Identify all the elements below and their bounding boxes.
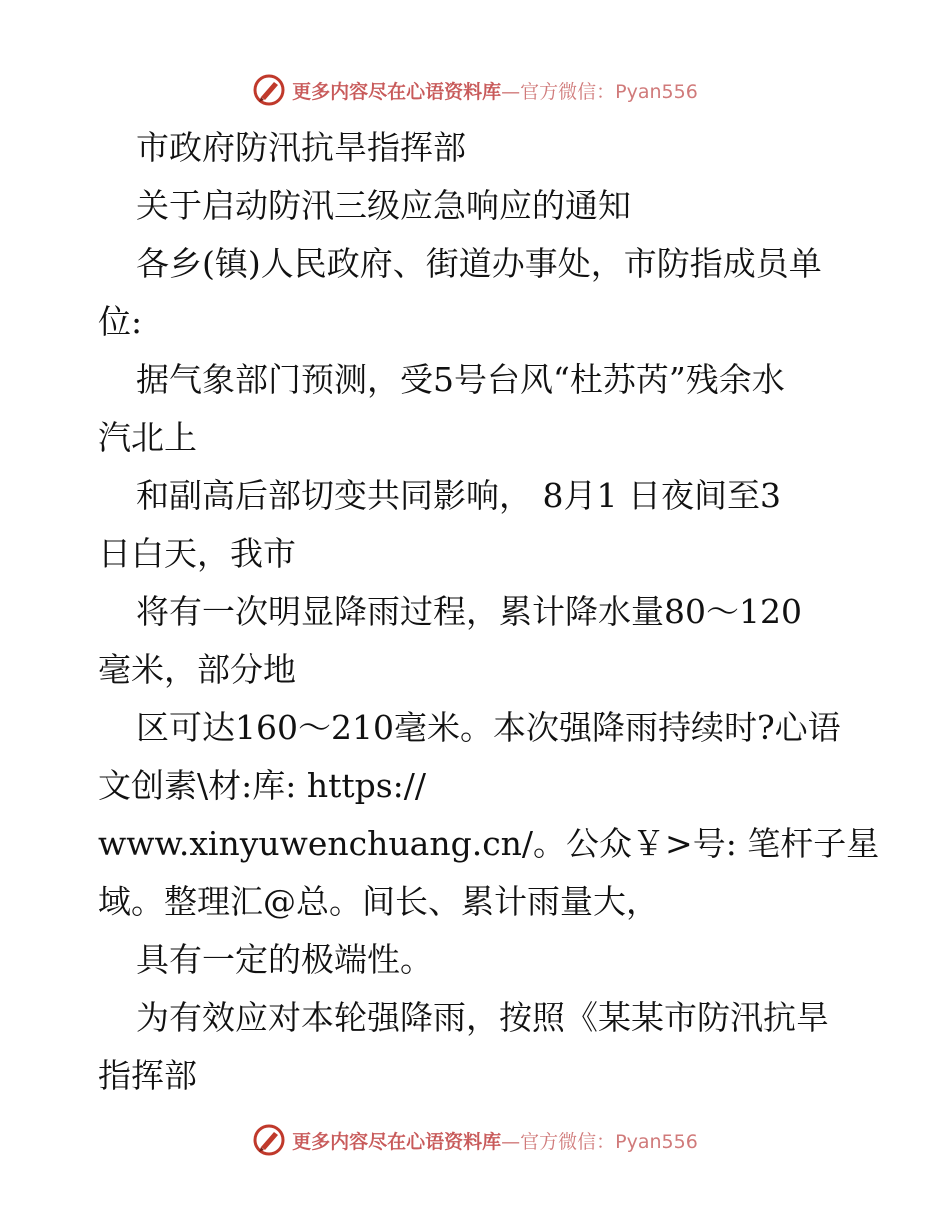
doc-paragraph-line: www.xinyuwenchuang.cn/。公众￥>号: 笔杆子星 bbox=[98, 824, 880, 863]
doc-paragraph-line: 具有一定的极端性。 bbox=[136, 940, 433, 979]
doc-paragraph-line: 域。整理汇@总。间长、累计雨量大， bbox=[98, 882, 659, 921]
header-banner bbox=[0, 70, 950, 110]
footer-banner bbox=[0, 1120, 950, 1160]
doc-recipients-cont: 位: bbox=[98, 302, 143, 341]
banner-text bbox=[292, 77, 698, 104]
doc-paragraph-line: 将有一次明显降雨过程，累计降水量80～120 bbox=[136, 592, 802, 631]
doc-paragraph-line: 据气象部门预测，受5号台风“杜苏芮”残余水 bbox=[136, 360, 785, 399]
doc-paragraph-line: 文创素\材:库: https:// bbox=[98, 766, 427, 805]
doc-paragraph-line: 日白天，我市 bbox=[98, 534, 296, 573]
banner-separator: — bbox=[501, 80, 521, 103]
banner-site-name: 更多内容尽在心语资料库 bbox=[292, 80, 502, 103]
doc-paragraph-line: 指挥部 bbox=[98, 1056, 197, 1095]
doc-title: 关于启动防汛三级应急响应的通知 bbox=[136, 186, 631, 225]
doc-paragraph-line: 和副高后部切变共同影响， 8月1 日夜间至3 bbox=[136, 476, 781, 515]
banner-wechat: 官方微信：Pyan556 bbox=[520, 1130, 698, 1153]
banner-site-name: 更多内容尽在心语资料库 bbox=[292, 1130, 502, 1153]
banner-wechat: 官方微信：Pyan556 bbox=[520, 80, 698, 103]
pen-logo-icon bbox=[252, 1123, 286, 1157]
banner-text bbox=[292, 1127, 698, 1154]
doc-recipients: 各乡(镇)人民政府、街道办事处，市防指成员单 bbox=[136, 244, 822, 283]
pen-logo-icon bbox=[252, 73, 286, 107]
doc-paragraph-line: 为有效应对本轮强降雨，按照《某某市防汛抗旱 bbox=[136, 998, 829, 1037]
doc-paragraph-line: 区可达160～210毫米。本次强降雨持续时?心语 bbox=[136, 708, 841, 747]
doc-paragraph-line: 汽北上 bbox=[98, 418, 197, 457]
banner-separator: — bbox=[501, 1130, 521, 1153]
doc-issuer: 市政府防汛抗旱指挥部 bbox=[136, 128, 466, 167]
doc-paragraph-line: 毫米，部分地 bbox=[98, 650, 296, 689]
